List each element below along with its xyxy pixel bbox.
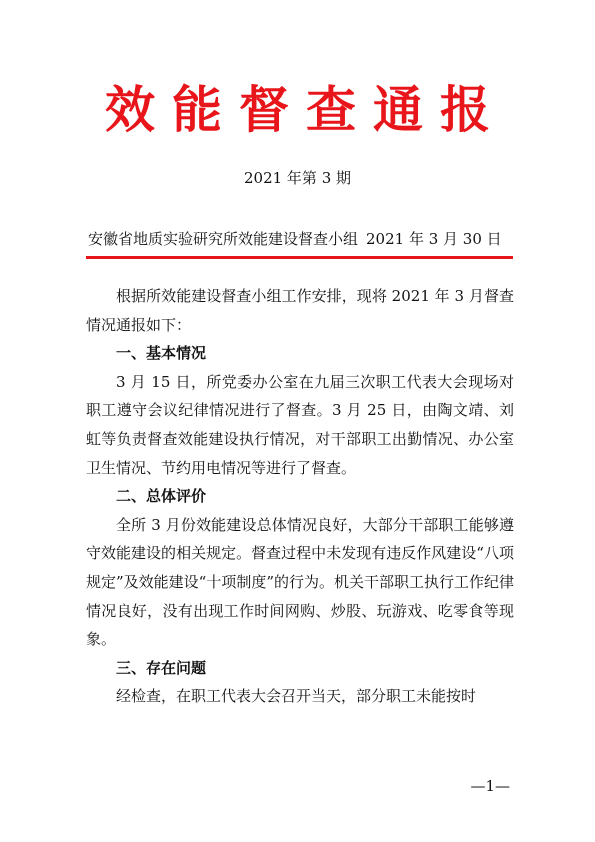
section-heading-problems: 三、存在问题 (116, 658, 207, 677)
red-divider-line (86, 256, 513, 259)
page-number: —1— (470, 777, 510, 795)
section-heading-basic: 一、基本情况 (116, 344, 207, 363)
section-problems-paragraph: 经检查，在职工代表大会召开当天，部分职工未能按时 (116, 687, 477, 706)
issue-number: 2021 年第 3 期 (243, 169, 352, 187)
issue-date: 2021 年 3 月 30 日 (366, 230, 502, 248)
section-heading-evaluation: 二、总体评价 (116, 487, 207, 506)
issuer-org: 安徽省地质实验研究所效能建设督查小组 (88, 230, 359, 248)
issuer-line (88, 229, 502, 249)
intro-paragraph: 根据所效能建设督查小组工作安排，现将 2021 年 3 月督查情况通报如下： (86, 287, 514, 334)
document-body (86, 282, 514, 711)
section-basic-paragraph: 3 月 15 日，所党委办公室在九届三次职工代表大会现场对职工遵守会议纪律情况进行了督查。3 月 25 日，由陶文靖、刘虹等负责督查效能建设执行情况，对干部职工出勤情况、办公室卫生情况、节约用电情况等进行了督查。 (86, 372, 514, 477)
masthead-title: 效能督查通报 (105, 80, 507, 139)
section-evaluation-paragraph: 全所 3 月份效能建设总体情况良好，大部分干部职工能够遵守效能建设的相关规定。督查过程中未发现有违反作风建设“八项规定”及效能建设“十项制度”的行为。机关干部职工执行工作纪律情况良好，没有出现工作时间网购、炒股、玩游戏、吃零食等现象。 (86, 515, 515, 649)
